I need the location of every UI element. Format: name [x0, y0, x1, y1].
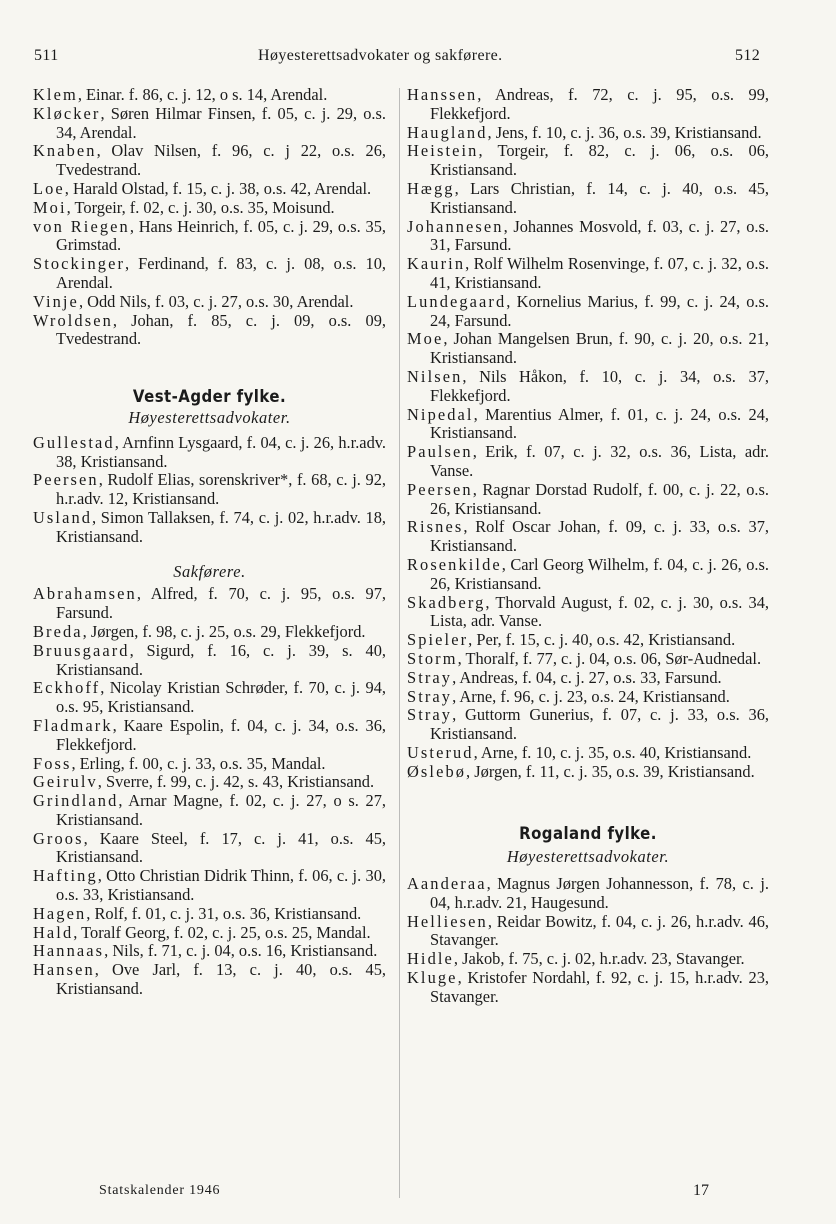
footer-signature: 17 [693, 1182, 709, 1199]
entry-details: , Olav Nilsen, f. 96, c. j 22, o.s. 26, Tvedestrand. [56, 141, 386, 180]
entry-details: , Alfred, f. 70, c. j. 95, o.s. 97, Farsund. [56, 584, 386, 623]
entry-details: , Lars Christian, f. 14, c. j. 40, o.s. 45, Kristiansand. [430, 178, 769, 217]
column-divider [399, 88, 400, 1198]
list-item [407, 556, 769, 594]
entry-surname: Rosenkilde [407, 554, 502, 574]
entry-surname: Klem [33, 85, 78, 104]
entry-surname: Wroldsen [33, 310, 113, 330]
list-item [407, 950, 769, 969]
entry-details: , Johan, f. 85, c. j. 09, o.s. 09, Tvedestrand. [56, 310, 386, 349]
list-item [33, 585, 386, 623]
entry-surname: Knaben [33, 141, 97, 161]
list-item [407, 443, 769, 481]
page-number-left: 511 [34, 47, 59, 64]
list-item [407, 669, 769, 688]
entry-details: , Simon Tallaksen, f. 74, c. j. 02, h.r.adv. 18, Kristiansand. [56, 507, 386, 546]
list-item [33, 773, 386, 792]
list-item [407, 594, 769, 632]
list-item [33, 142, 386, 180]
entry-surname: Johannesen [407, 216, 504, 236]
list-item [407, 255, 769, 293]
footer-source: Statskalender 1946 [99, 1183, 221, 1198]
list-item [33, 905, 386, 924]
entry-surname: Risnes [407, 517, 464, 537]
list-item [407, 744, 769, 763]
entry-details: , Johan Mangelsen Brun, f. 90, c. j. 20, o.s. 21, Kristiansand. [430, 329, 769, 368]
page-number-right: 512 [735, 47, 761, 64]
list-item [33, 942, 386, 961]
entry-surname: Stray [407, 686, 453, 706]
entry-details: , Johannes Mosvold, f. 03, c. j. 27, o.s. 31, Farsund. [430, 216, 769, 255]
entry-details: , Jørgen, f. 11, c. j. 35, o.s. 39, Kristiansand. [466, 761, 755, 781]
list-item [33, 623, 386, 642]
entries-rogaland-hr [407, 875, 769, 1007]
entry-details: , Arne, f. 10, c. j. 35, o.s. 40, Kristiansand. [473, 742, 752, 762]
entry-details: , Odd Nils, f. 03, c. j. 27, o.s. 30, Arendal. [78, 291, 354, 311]
list-item [33, 924, 386, 943]
entry-surname: Aanderaa [407, 874, 487, 894]
entry-surname: Nilsen [407, 366, 463, 386]
list-item [407, 969, 769, 1007]
entry-details: , Per, f. 15, c. j. 40, o.s. 42, Kristiansand. [468, 630, 736, 650]
entry-details: , Torgeir, f. 02, c. j. 30, o.s. 35, Moisund. [66, 197, 335, 217]
entry-surname: Gullestad [33, 432, 115, 452]
entry-details: , Nils, f. 71, c. j. 04, o.s. 16, Kristiansand. [104, 941, 378, 961]
entry-surname: Loe [33, 178, 65, 198]
list-item [407, 406, 769, 444]
entry-surname: Peersen [33, 470, 99, 490]
entry-surname: Lundegaard [407, 291, 507, 311]
entry-surname: Bruusgaard [33, 640, 130, 660]
entry-surname: Stray [407, 667, 453, 687]
subsection-hoyesterettsadvokater: Høyesterettsadvokater. [128, 407, 291, 427]
list-item [33, 180, 386, 199]
list-item [407, 124, 769, 143]
entry-surname: Hanssen [407, 85, 478, 104]
list-item [33, 642, 386, 680]
entry-details: , Thoralf, f. 77, c. j. 04, o.s. 06, Sør-Audnedal. [457, 648, 762, 668]
list-item [33, 792, 386, 830]
entry-surname: Peersen [407, 479, 473, 499]
entry-surname: Vinje [33, 291, 79, 311]
entry-details: , Otto Christian Didrik Thinn, f. 06, c. j. 30, o.s. 33, Kristiansand. [56, 866, 386, 905]
entry-surname: Usterud [407, 742, 474, 762]
entry-details: , Erik, f. 07, c. j. 32, o.s. 36, Lista, adr. Vanse. [430, 442, 769, 480]
entry-details: , Andreas, f. 72, c. j. 95, o.s. 99, Flekkefjord. [430, 85, 769, 123]
entry-surname: von Riegen [33, 216, 130, 236]
entry-surname: Fladmark [33, 715, 113, 735]
entry-surname: Haugland [407, 122, 488, 142]
list-item [33, 509, 386, 547]
entry-surname: Stray [407, 705, 453, 725]
entry-details: , Ove Jarl, f. 13, c. j. 40, o.s. 45, Kristiansand. [56, 960, 386, 999]
entry-details: , Nils Håkon, f. 10, c. j. 34, o.s. 37, Flekkefjord. [430, 366, 769, 405]
list-item [407, 142, 769, 180]
entries-aust-agder-end [33, 86, 386, 349]
entries-vest-agder-sak-cont [407, 86, 769, 781]
entry-details: , Ferdinand, f. 83, c. j. 08, o.s. 10, Arendal. [56, 254, 386, 292]
list-item [407, 218, 769, 256]
list-item [33, 471, 386, 509]
entry-surname: Hagen [33, 903, 87, 923]
entry-details: , Arne, f. 96, c. j. 23, o.s. 24, Kristiansand. [452, 686, 730, 706]
list-item [33, 434, 386, 472]
list-item [407, 650, 769, 669]
list-item [33, 717, 386, 755]
entry-surname: Nipedal [407, 404, 474, 424]
list-item [407, 86, 769, 124]
list-item [407, 481, 769, 519]
list-item [407, 180, 769, 218]
entry-details: , Toralf Georg, f. 02, c. j. 25, o.s. 25, Mandal. [73, 922, 371, 942]
entry-details: , Andreas, f. 04, c. j. 27, o.s. 33, Farsund. [452, 667, 722, 687]
entry-surname: Groos [33, 828, 84, 848]
entry-surname: Storm [407, 648, 458, 668]
entry-details: , Marentius Almer, f. 01, c. j. 24, o.s. 24, Kristiansand. [430, 404, 769, 443]
list-item [33, 255, 386, 293]
entry-surname: Spieler [407, 630, 469, 650]
list-item [407, 706, 769, 744]
entry-details: , Kaare Steel, f. 17, c. j. 41, o.s. 45, Kristiansand. [56, 828, 386, 867]
entry-surname: Hansen [33, 960, 95, 980]
list-item [407, 875, 769, 913]
list-item [407, 293, 769, 331]
entry-details: , Rolf, f. 01, c. j. 31, o.s. 36, Kristiansand. [86, 903, 362, 923]
list-item [407, 913, 769, 951]
right-column [407, 86, 769, 1007]
list-item [33, 293, 386, 312]
list-item [33, 105, 386, 143]
entry-details: , Kornelius Marius, f. 99, c. j. 24, o.s. 24, Farsund. [430, 291, 769, 330]
list-item [33, 755, 386, 774]
entry-details: , Søren Hilmar Finsen, f. 05, c. j. 29, o.s. 34, Arendal. [56, 103, 386, 142]
left-column [33, 86, 386, 999]
entry-surname: Kaurin [407, 254, 466, 274]
entries-vest-agder-sak [33, 585, 386, 999]
entry-details: , Harald Olstad, f. 15, c. j. 38, o.s. 42, Arendal. [64, 178, 372, 198]
entry-surname: Moi [33, 197, 67, 217]
entry-surname: Geirulv [33, 772, 98, 792]
entry-surname: Kløcker [33, 103, 101, 123]
entry-surname: Hafting [33, 866, 98, 886]
entry-details: , Rudolf Elias, sorenskriver*, f. 68, c. j. 92, h.r.adv. 12, Kristiansand. [56, 470, 386, 509]
entry-surname: Abrahamsen [33, 584, 137, 604]
entries-vest-agder-hr [33, 434, 386, 547]
entry-details: , Jørgen, f. 98, c. j. 25, o.s. 29, Flekkefjord. [82, 621, 366, 641]
entry-details: , Jakob, f. 75, c. j. 02, h.r.adv. 23, Stavanger. [453, 949, 745, 969]
entry-surname: Skadberg [407, 592, 486, 612]
list-item [407, 631, 769, 650]
list-item [33, 679, 386, 717]
entry-details: , Rolf Oscar Johan, f. 09, c. j. 33, o.s. 37, Kristiansand. [430, 517, 769, 556]
entry-surname: Usland [33, 507, 93, 527]
list-item [33, 86, 386, 105]
entry-details: , Magnus Jørgen Johannesson, f. 78, c. j. 04, h.r.adv. 21, Haugesund. [430, 874, 769, 912]
entry-surname: Øslebø [407, 761, 467, 781]
entry-surname: Paulsen [407, 442, 473, 462]
entry-surname: Eckhoff [33, 678, 101, 698]
entry-details: , Torgeir, f. 82, c. j. 06, o.s. 06, Kristiansand. [430, 141, 769, 180]
entry-details: , Erling, f. 00, c. j. 33, o.s. 35, Mandal. [71, 753, 326, 773]
entry-details: , Rolf Wilhelm Rosenvinge, f. 07, c. j. 32, o.s. 41, Kristiansand. [430, 254, 769, 292]
entry-surname: Breda [33, 621, 83, 641]
entry-surname: Grindland [33, 791, 119, 811]
entry-details: , Sigurd, f. 16, c. j. 39, s. 40, Kristiansand. [56, 640, 386, 679]
entry-details: , Reidar Bowitz, f. 04, c. j. 26, h.r.adv. 46, Stavanger. [430, 911, 769, 950]
entry-details: , Kaare Espolin, f. 04, c. j. 34, o.s. 36, Flekkefjord. [56, 715, 386, 754]
list-item [407, 763, 769, 782]
subsection-sakforere: Sakførere. [173, 561, 246, 581]
list-item [407, 368, 769, 406]
list-item [33, 830, 386, 868]
entry-details: , Arnar Magne, f. 02, c. j. 27, o s. 27, Kristiansand. [56, 791, 386, 829]
entry-details: , Thorvald August, f. 02, c. j. 30, o.s. 34, Lista, adr. Vanse. [430, 592, 769, 631]
entry-surname: Stockinger [33, 254, 126, 274]
entry-surname: Hannaas [33, 941, 105, 961]
entry-details: , Nicolay Kristian Schrøder, f. 70, c. j. 94, o.s. 95, Kristiansand. [56, 678, 386, 717]
entry-details: , Sverre, f. 99, c. j. 42, s. 43, Kristiansand. [97, 772, 375, 792]
entry-surname: Kluge [407, 968, 458, 988]
entry-surname: Hald [33, 922, 74, 942]
list-item [407, 518, 769, 556]
list-item [33, 961, 386, 999]
entry-details: , Hans Heinrich, f. 05, c. j. 29, o.s. 35, Grimstad. [56, 216, 386, 255]
list-item [407, 330, 769, 368]
list-item [33, 218, 386, 256]
section-title-rogaland: Rogaland fylke. [519, 824, 657, 845]
entry-details: , Ragnar Dorstad Rudolf, f. 00, c. j. 22, o.s. 26, Kristiansand. [430, 479, 769, 518]
entry-details: , Jens, f. 10, c. j. 36, o.s. 39, Kristiansand. [487, 122, 762, 142]
section-title-vest-agder: Vest-Agder fylke. [132, 387, 287, 408]
entry-surname: Moe [407, 329, 444, 349]
list-item [33, 867, 386, 905]
entry-details: , Arnfinn Lysgaard, f. 04, c. j. 26, h.r.adv. 38, Kristiansand. [56, 432, 386, 471]
subsection-rogaland-hoyesterettsadvokater: Høyesterettsadvokater. [506, 847, 670, 867]
running-header: Høyesterettsadvokater og sakførere. [258, 47, 503, 64]
entry-surname: Hægg [407, 178, 455, 198]
entry-details: , Einar. f. 86, c. j. 12, o s. 14, Arendal. [77, 85, 328, 104]
list-item [407, 688, 769, 707]
entry-surname: Helliesen [407, 911, 488, 931]
list-item [33, 199, 386, 218]
entry-surname: Heistein [407, 141, 479, 161]
list-item [33, 312, 386, 350]
entry-surname: Hidle [407, 949, 454, 969]
entry-details: , Carl Georg Wilhelm, f. 04, c. j. 26, o.s. 26, Kristiansand. [430, 554, 769, 593]
entry-details: , Kristofer Nordahl, f. 92, c. j. 15, h.r.adv. 23, Stavanger. [430, 968, 769, 1006]
entry-surname: Foss [33, 753, 72, 773]
entry-details: , Guttorm Gunerius, f. 07, c. j. 33, o.s. 36, Kristiansand. [430, 705, 769, 744]
